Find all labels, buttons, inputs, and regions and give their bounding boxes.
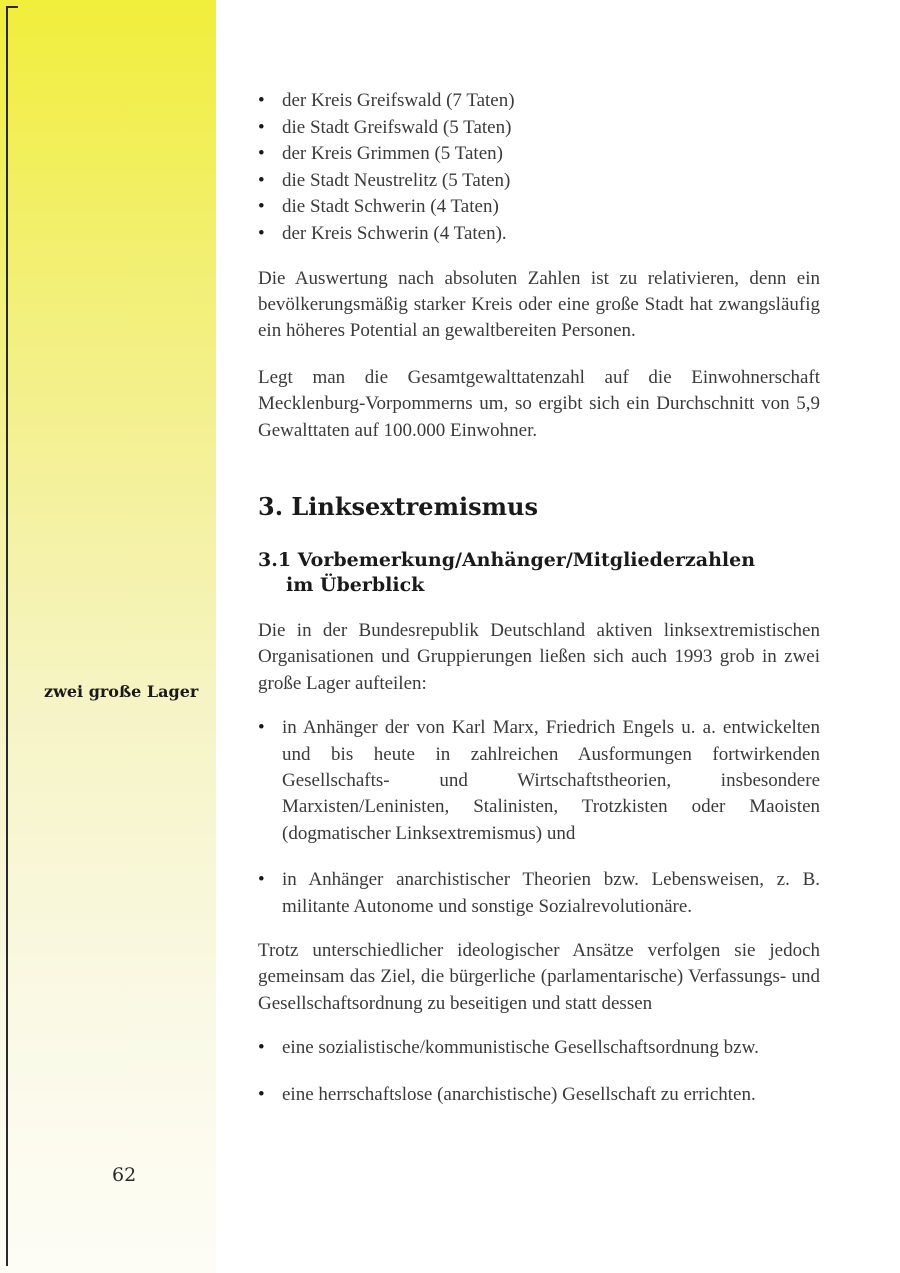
list-item: • in Anhänger anarchistischer Theorien bzw. Lebensweisen, z. B. militante Autonome und sonstige Sozialrevolutionäre. — [258, 867, 820, 920]
list-item: • der Kreis Schwerin (4 Taten). — [258, 221, 820, 248]
paragraph-average: Legt man die Gesamtgewalttatenzahl auf die Einwohnerschaft Mecklenburg-Vorpommerns um, so ergibt sich ein Durchschnitt von 5,9 Gewalttaten auf 100.000 Einwohner. — [258, 366, 820, 441]
paragraph-relativize: Die Auswertung nach absoluten Zahlen ist zu relativieren, denn ein bevölkerungsmäßig starker Kreis oder eine große Stadt hat zwangsläufig ein höheres Potential an gewaltbereiten Personen. — [258, 267, 820, 342]
list-item: • eine herrschaftslose (anarchistische) Gesellschaft zu errichten. — [258, 1082, 820, 1108]
list-item: • der Kreis Greifswald (7 Taten) — [258, 88, 820, 115]
list-item: • in Anhänger der von Karl Marx, Friedrich Engels u. a. entwickelten und bis heute in zahlreichen Ausformungen fortwirkenden Gesellschafts- und Wirtschaftstheorien, insbesondere Marxisten/Leninisten, Stalinisten, Trotzkisten oder Maoisten (dogmatischer Linksextremismus) und — [258, 715, 820, 847]
margin-note: zwei große Lager — [44, 682, 199, 701]
list-item: • die Stadt Greifswald (5 Taten) — [258, 115, 820, 142]
top-bullet-list — [258, 88, 820, 248]
main-text — [258, 88, 820, 1108]
list-item: • die Stadt Neustrelitz (5 Taten) — [258, 168, 820, 195]
subsection-heading-line2: im Überblick — [286, 574, 425, 596]
paragraph-common-goal: Trotz unterschiedlicher ideologischer Ansätze verfolgen sie jedoch gemeinsam das Ziel, die bürgerliche (parlamentarische) Verfassungs- und Gesellschaftsordnung zu beseitigen und statt dessen — [258, 940, 820, 1014]
subsection-heading-line1: 3.1 Vorbemerkung/Anhänger/Mitgliederzahlen — [258, 549, 756, 571]
list-item: • eine sozialistische/kommunistische Gesellschaftsordnung bzw. — [258, 1035, 820, 1061]
list-item: • der Kreis Grimmen (5 Taten) — [258, 141, 820, 168]
page-number: 62 — [112, 1164, 137, 1186]
camps-list — [258, 715, 820, 920]
paragraph-two-camps: Die in der Bundesrepublik Deutschland aktiven linksextremistischen Organisationen und Gruppierungen ließen sich auch 1993 grob in zwei große Lager aufteilen: — [258, 620, 820, 694]
list-item: • die Stadt Schwerin (4 Taten) — [258, 194, 820, 221]
section-heading: 3. Linksextremismus — [258, 492, 538, 521]
subsection-heading — [258, 548, 820, 598]
page-edge-mark — [6, 6, 18, 1266]
goals-list — [258, 1035, 820, 1108]
margin-sidebar — [0, 0, 216, 1273]
